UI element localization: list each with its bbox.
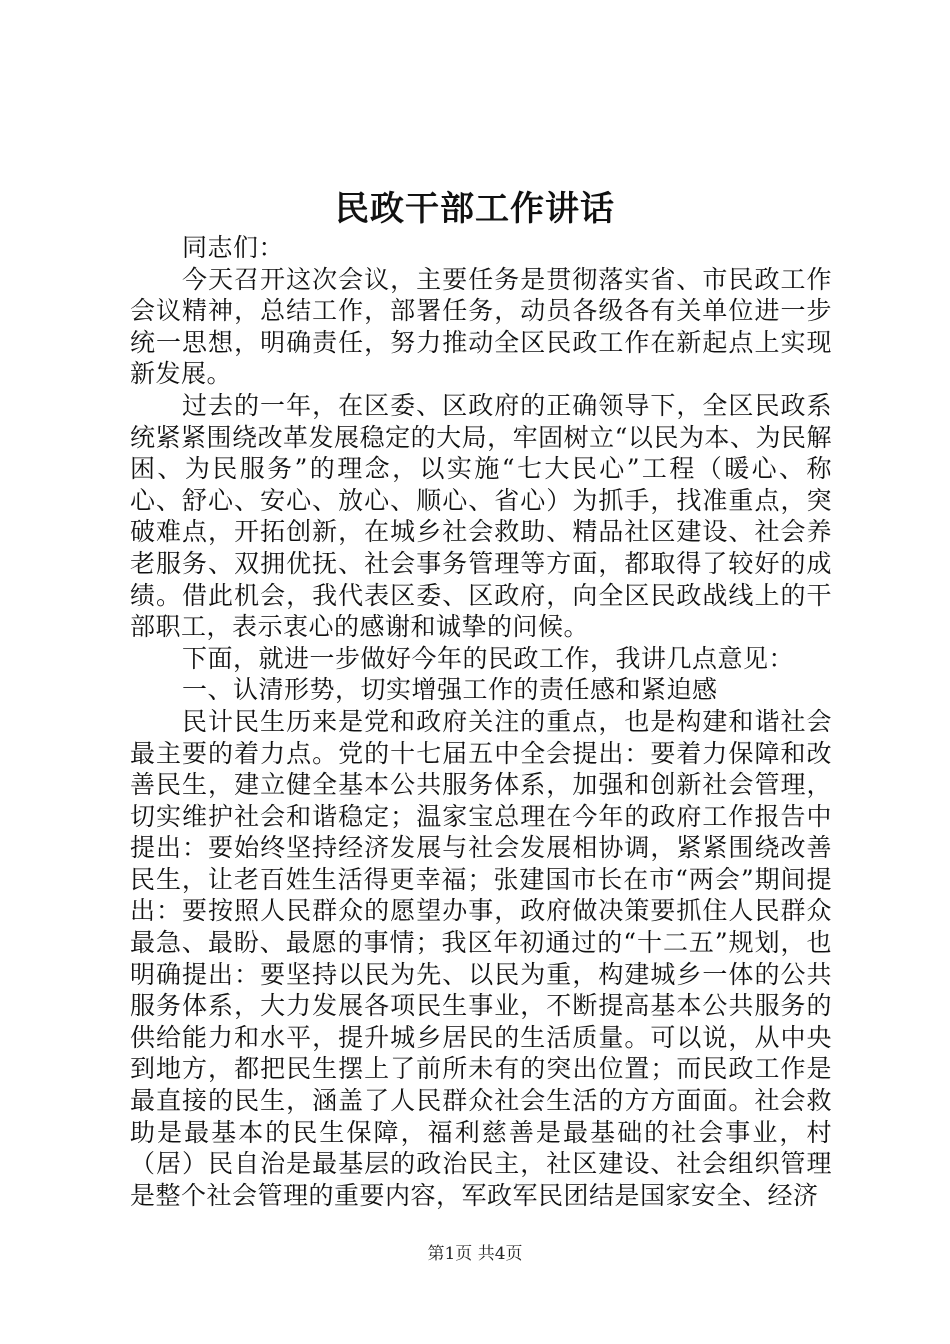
page-number: 第1页 共4页: [427, 1244, 523, 1264]
body-paragraph: 下面，就进一步做好今年的民政工作，我讲几点意见：: [182, 643, 795, 673]
body-paragraph: 今天召开这次会议，主要任务是贯彻落实省、市民政工作会议精神，总结工作，部署任务，动员各级各有关单位进一步统一思想，明确责任，努力推动全区民政工作在新起点上实现新发展。: [130, 264, 832, 389]
document-title: 民政干部工作讲话: [335, 189, 615, 229]
body-paragraph: 过去的一年，在区委、区政府的正确领导下，全区民政系统紧紧围绕改革发展稳定的大局，牢固树立“以民为本、为民解困、为民服务”的理念，以实施“七大民心”工程（暖心、称心、舒心、安心、放心、顺心、省心）为抓手，找准重点，突破难点，开拓创新，在城乡社会救助、精品社区建设、社会养老服务、双拥优抚、社会事务管理等方面，都取得了较好的成绩。借此机会，我代表区委、区政府，向全区民政战线上的干部职工，表示衷心的感谢和诚挚的问候。: [130, 390, 832, 642]
section-heading: 一、认清形势，切实增强工作的责任感和紧迫感: [182, 675, 718, 705]
document-body: [130, 232, 832, 1211]
body-paragraph: 民计民生历来是党和政府关注的重点，也是构建和谐社会最主要的着力点。党的十七届五中全会提出：要着力保障和改善民生，建立健全基本公共服务体系，加强和创新社会管理，切实维护社会和谐稳定；温家宝总理在今年的政府工作报告中提出：要始终坚持经济发展与社会发展相协调，紧紧围绕改善民生，让老百姓生活得更幸福；张建国市长在市“两会”期间提出：要按照人民群众的愿望办事，政府做决策要抓住人民群众最急、最盼、最愿的事情；我区年初通过的“十二五”规划，也明确提出：要坚持以民为先、以民为重，构建城乡一体的公共服务体系，大力发展各项民生事业，不断提高基本公共服务的供给能力和水平，提升城乡居民的生活质量。可以说，从中央到地方，都把民生摆上了前所未有的突出位置；而民政工作是最直接的民生，涵盖了人民群众社会生活的方方面面。社会救助是最基本的民生保障，福利慈善是最基础的社会事业，村（居）民自治是最基层的政治民主，社区建设、社会组织管理是整个社会管理的重要内容，军政军民团结是国家安全、经济: [130, 706, 832, 1210]
salutation-paragraph: 同志们：: [182, 233, 285, 262]
